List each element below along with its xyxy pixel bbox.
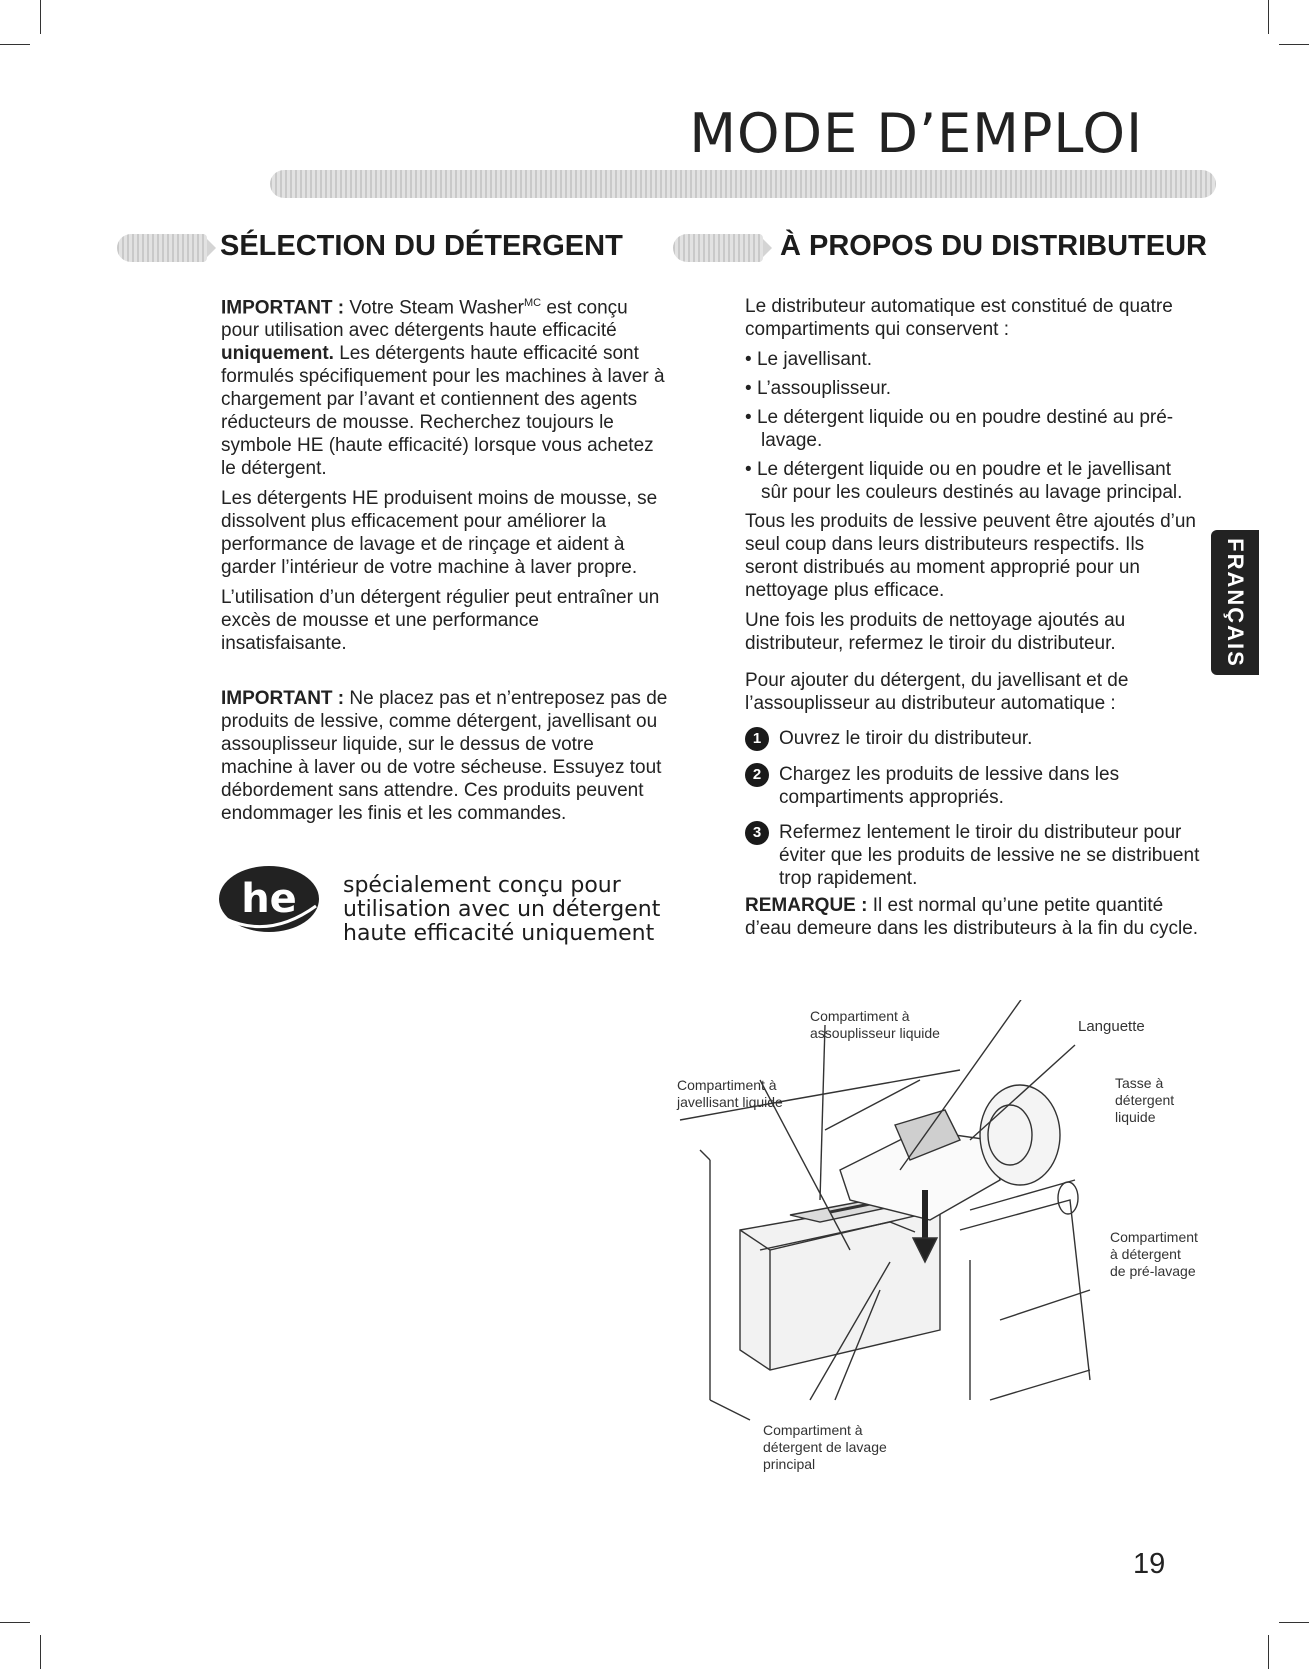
note-paragraph: REMARQUE : Il est normal qu’une petite quantité d’eau demeure dans les distributeurs à la fin du cycle. — [745, 895, 1199, 939]
left-column — [221, 292, 669, 832]
he-logo — [216, 862, 322, 936]
right-column — [745, 295, 1200, 947]
list-item: • Le détergent liquide ou en poudre et le javellisant sûr pour les couleurs destinés au lavage principal. — [745, 459, 1183, 503]
important-storage-paragraph: IMPORTANT : Ne placez pas et n’entreposez pas de produits de lessive, comme détergent, javellisant ou assouplisseur liquide, sur le dessus de votre machine à laver ou de votre sécheuse. Essuyez tout débordement sans attendre. Ces produits peuvent endommager les finis et les commandes. — [221, 688, 668, 825]
close-drawer-paragraph: Une fois les produits de nettoyage ajoutés au distributeur, refermez le tiroir du distributeur. — [745, 610, 1126, 654]
all-products-paragraph: Tous les produits de lessive peuvent être ajoutés d’un seul coup dans leurs distributeurs respectifs. Ils seront distribués au moment approprié pour un nettoyage plus efficace. — [745, 511, 1196, 601]
dispenser-intro: Le distributeur automatique est constitué de quatre compartiments qui conservent : — [745, 296, 1173, 340]
crop-mark — [0, 1622, 30, 1623]
crop-mark — [40, 0, 41, 34]
crop-mark — [0, 44, 30, 45]
crop-mark — [1279, 1622, 1309, 1623]
section-title-detergent: SÉLECTION DU DÉTERGENT — [220, 230, 623, 262]
language-tab: FRANÇAIS — [1211, 530, 1259, 675]
regular-detergent-paragraph: L’utilisation d’un détergent régulier peut entraîner un excès de mousse et une performance insatisfaisante. — [221, 587, 660, 655]
he-caption: spécialement conçu pour utilisation avec un détergent haute efficacité uniquement — [343, 873, 661, 946]
label-liquid-cup: Tasse à détergent liquide — [1115, 1075, 1175, 1125]
step-number: 3 — [745, 821, 769, 845]
crop-mark — [1268, 1635, 1269, 1669]
label-bleach: Compartiment à javellisant liquide — [677, 1077, 783, 1110]
add-products-paragraph: Pour ajouter du détergent, du javellisant et de l’assouplisseur au distributeur automatique : — [745, 670, 1129, 714]
he-paragraph: Les détergents HE produisent moins de mousse, se dissolvent plus efficacement pour améliorer la performance de lavage et de rinçage et aident à garder l’intérieur de votre machine à laver propre. — [221, 488, 658, 579]
list-item: • Le détergent liquide ou en poudre destiné au pré-lavage. — [745, 407, 1174, 451]
list-item: • Le javellisant. — [745, 349, 873, 370]
section-marker — [117, 234, 207, 262]
important-paragraph: IMPORTANT : Votre Steam Washer$^{MC}$ est conçu pour utilisation avec détergents haute efficacité uniquement. Les détergents haute efficacité sont formulés spécifiquement pour les machines à laver à chargement par l’avant et contiennent des agents réducteurs de mousse. Recherchez toujours le symbole HE (haute efficacité) lorsque vous achetez le détergent. — [221, 297, 665, 480]
page-title: MODE D’EMPLOI — [689, 102, 1143, 165]
section-title-dispenser: À PROPOS DU DISTRIBUTEUR — [780, 230, 1207, 262]
label-softener: Compartiment à assouplisseur liquide — [810, 1008, 940, 1041]
label-tab: Languette — [1078, 1018, 1145, 1035]
header-bar — [270, 170, 1216, 198]
label-prewash: Compartiment à détergent de pré-lavage — [1110, 1229, 1198, 1279]
crop-mark — [1268, 0, 1269, 34]
step-number: 2 — [745, 763, 769, 787]
crop-mark — [40, 1635, 41, 1669]
label-main-wash: Compartiment à détergent de lavage principal — [763, 1422, 887, 1472]
step-item: 2 Chargez les produits de lessive dans les compartiments appropriés. — [745, 763, 1200, 809]
svg-text:he: he — [241, 876, 297, 922]
step-number: 1 — [745, 727, 769, 751]
dispenser-diagram — [670, 1000, 1170, 1440]
step-item: 1 Ouvrez le tiroir du distributeur. — [745, 727, 1200, 751]
crop-mark — [1279, 44, 1309, 45]
section-marker — [673, 234, 763, 262]
page-number: 19 — [1133, 1548, 1166, 1580]
list-item: • L’assouplisseur. — [745, 378, 892, 399]
step-item: 3 Refermez lentement le tiroir du distributeur pour éviter que les produits de lessive ne se distribuent trop rapidement. — [745, 821, 1200, 890]
